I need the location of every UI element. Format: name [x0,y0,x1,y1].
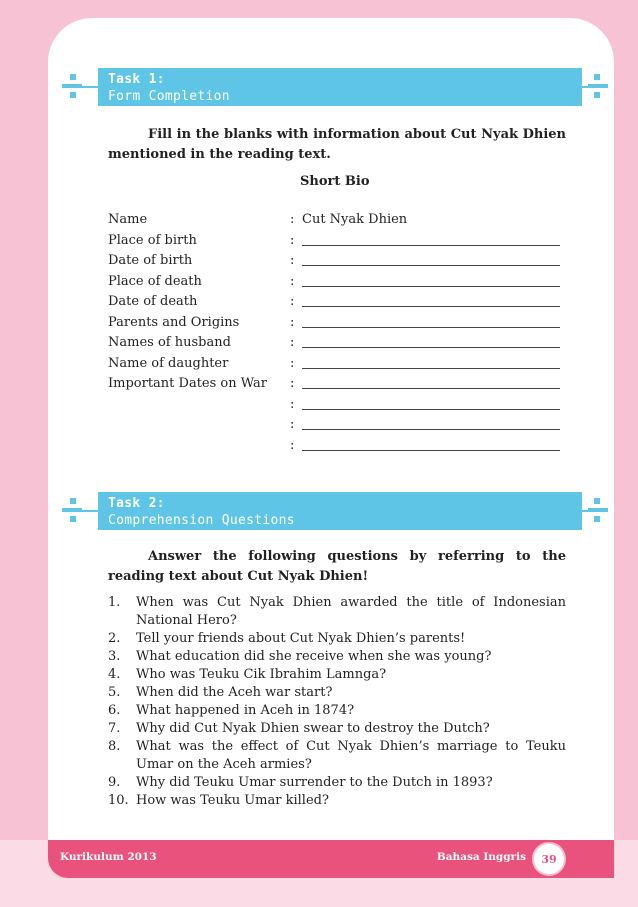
bio-field-blank[interactable] [302,388,560,389]
bio-field-label: Date of birth [108,253,193,268]
question-number: 8. [108,739,121,754]
bio-field-blank[interactable] [302,409,560,410]
bio-heading: Short Bio [300,174,370,189]
bio-field-blank[interactable] [302,306,560,307]
footer-subject: Bahasa Inggris [436,851,526,863]
bio-field-colon: : [290,417,295,432]
bio-field-label: Date of death [108,294,198,309]
task2-title: Comprehension Questions [108,513,295,528]
question-number: 5. [108,685,121,700]
question-number: 1. [108,595,121,610]
task1-instruction-text: Fill in the blanks with information about Cut Nyak Dhien mentioned in the reading text. [108,127,566,162]
question-list [108,594,566,810]
bio-field-blank[interactable] [302,286,560,287]
question-number: 10. [108,793,129,808]
bio-row [108,292,568,312]
bio-field-blank[interactable] [302,429,560,430]
bio-row [108,395,568,415]
question-item [108,774,566,792]
bio-row [108,374,568,394]
question-item [108,648,566,666]
bio-row [108,251,568,271]
question-text: When was Cut Nyak Dhien awarded the title of Indonesian National Hero? [136,595,566,628]
bio-field-blank[interactable] [302,347,560,348]
bio-row [108,436,568,456]
bio-field-blank[interactable] [302,327,560,328]
question-text: Why did Teuku Umar surrender to the Dutch in 1893? [136,775,493,790]
bio-field-colon: : [290,314,295,330]
question-item [108,792,566,810]
task2-number: Task 2: [108,496,165,511]
bio-field-colon: : [290,273,295,289]
question-text: Why did Cut Nyak Dhien swear to destroy the Dutch? [136,721,490,736]
page-number: 39 [532,842,566,876]
bio-row [108,231,568,251]
question-item [108,684,566,702]
question-text: How was Teuku Umar killed? [136,793,329,808]
bio-field-label: Place of birth [108,232,197,248]
bio-field-colon: : [290,437,295,453]
bio-field-label: Parents and Origins [108,314,240,330]
bio-field-colon: : [290,253,295,268]
task2-instruction-text: Answer the following questions by referring to the reading text about Cut Nyak Dhien! [108,549,566,584]
right-ornament-icon [582,74,608,100]
bio-field-colon: : [290,376,295,391]
bio-row [108,313,568,333]
question-text: Tell your friends about Cut Nyak Dhien’s parents! [136,631,466,646]
task2-instruction [108,547,566,587]
question-number: 6. [108,703,121,718]
question-text: What was the effect of Cut Nyak Dhien’s marriage to Teuku Umar on the Aceh armies? [136,739,566,772]
question-number: 3. [108,649,121,664]
bio-field-colon: : [290,212,295,227]
left-ornament-icon [62,74,88,100]
bio-field-value: Cut Nyak Dhien [302,212,408,227]
question-number: 4. [108,667,121,682]
bio-field-colon: : [290,355,295,371]
bio-field-label: Names of husband [108,335,231,350]
bio-row [108,333,568,353]
question-item [108,594,566,630]
task1-number: Task 1: [108,72,165,87]
task2-header [98,492,582,530]
question-text: What happened in Aceh in 1874? [136,703,355,718]
bio-field-label: Place of death [108,273,202,289]
task1-header [98,68,582,106]
footer-bar [48,840,614,878]
bio-field-blank[interactable] [302,265,560,266]
bio-field-colon: : [290,335,295,350]
bio-field-blank[interactable] [302,450,560,451]
bio-row [108,210,568,230]
question-text: When did the Aceh war start? [136,685,333,700]
question-text: Who was Teuku Cik Ibrahim Lamnga? [136,667,387,682]
task1-instruction [108,125,566,165]
bio-field-label: Important Dates on War [108,376,267,391]
bio-row [108,415,568,435]
task1-title: Form Completion [108,89,230,104]
left-ornament-icon [62,498,88,524]
question-number: 9. [108,775,121,790]
right-ornament-icon [582,498,608,524]
bio-field-blank[interactable] [302,245,560,246]
footer-curriculum: Kurikulum 2013 [60,851,157,863]
question-item [108,666,566,684]
bio-field-colon: : [290,396,295,412]
bio-row [108,272,568,292]
bio-field-label: Name of daughter [108,355,229,371]
bio-field-colon: : [290,294,295,309]
bio-field-label: Name [108,212,148,227]
question-item [108,738,566,774]
question-item [108,630,566,648]
question-number: 7. [108,721,121,736]
bio-row [108,354,568,374]
bio-field-blank[interactable] [302,368,560,369]
question-item [108,702,566,720]
question-text: What education did she receive when she was young? [136,649,492,664]
bio-field-colon: : [290,232,295,248]
question-number: 2. [108,631,121,646]
question-item [108,720,566,738]
